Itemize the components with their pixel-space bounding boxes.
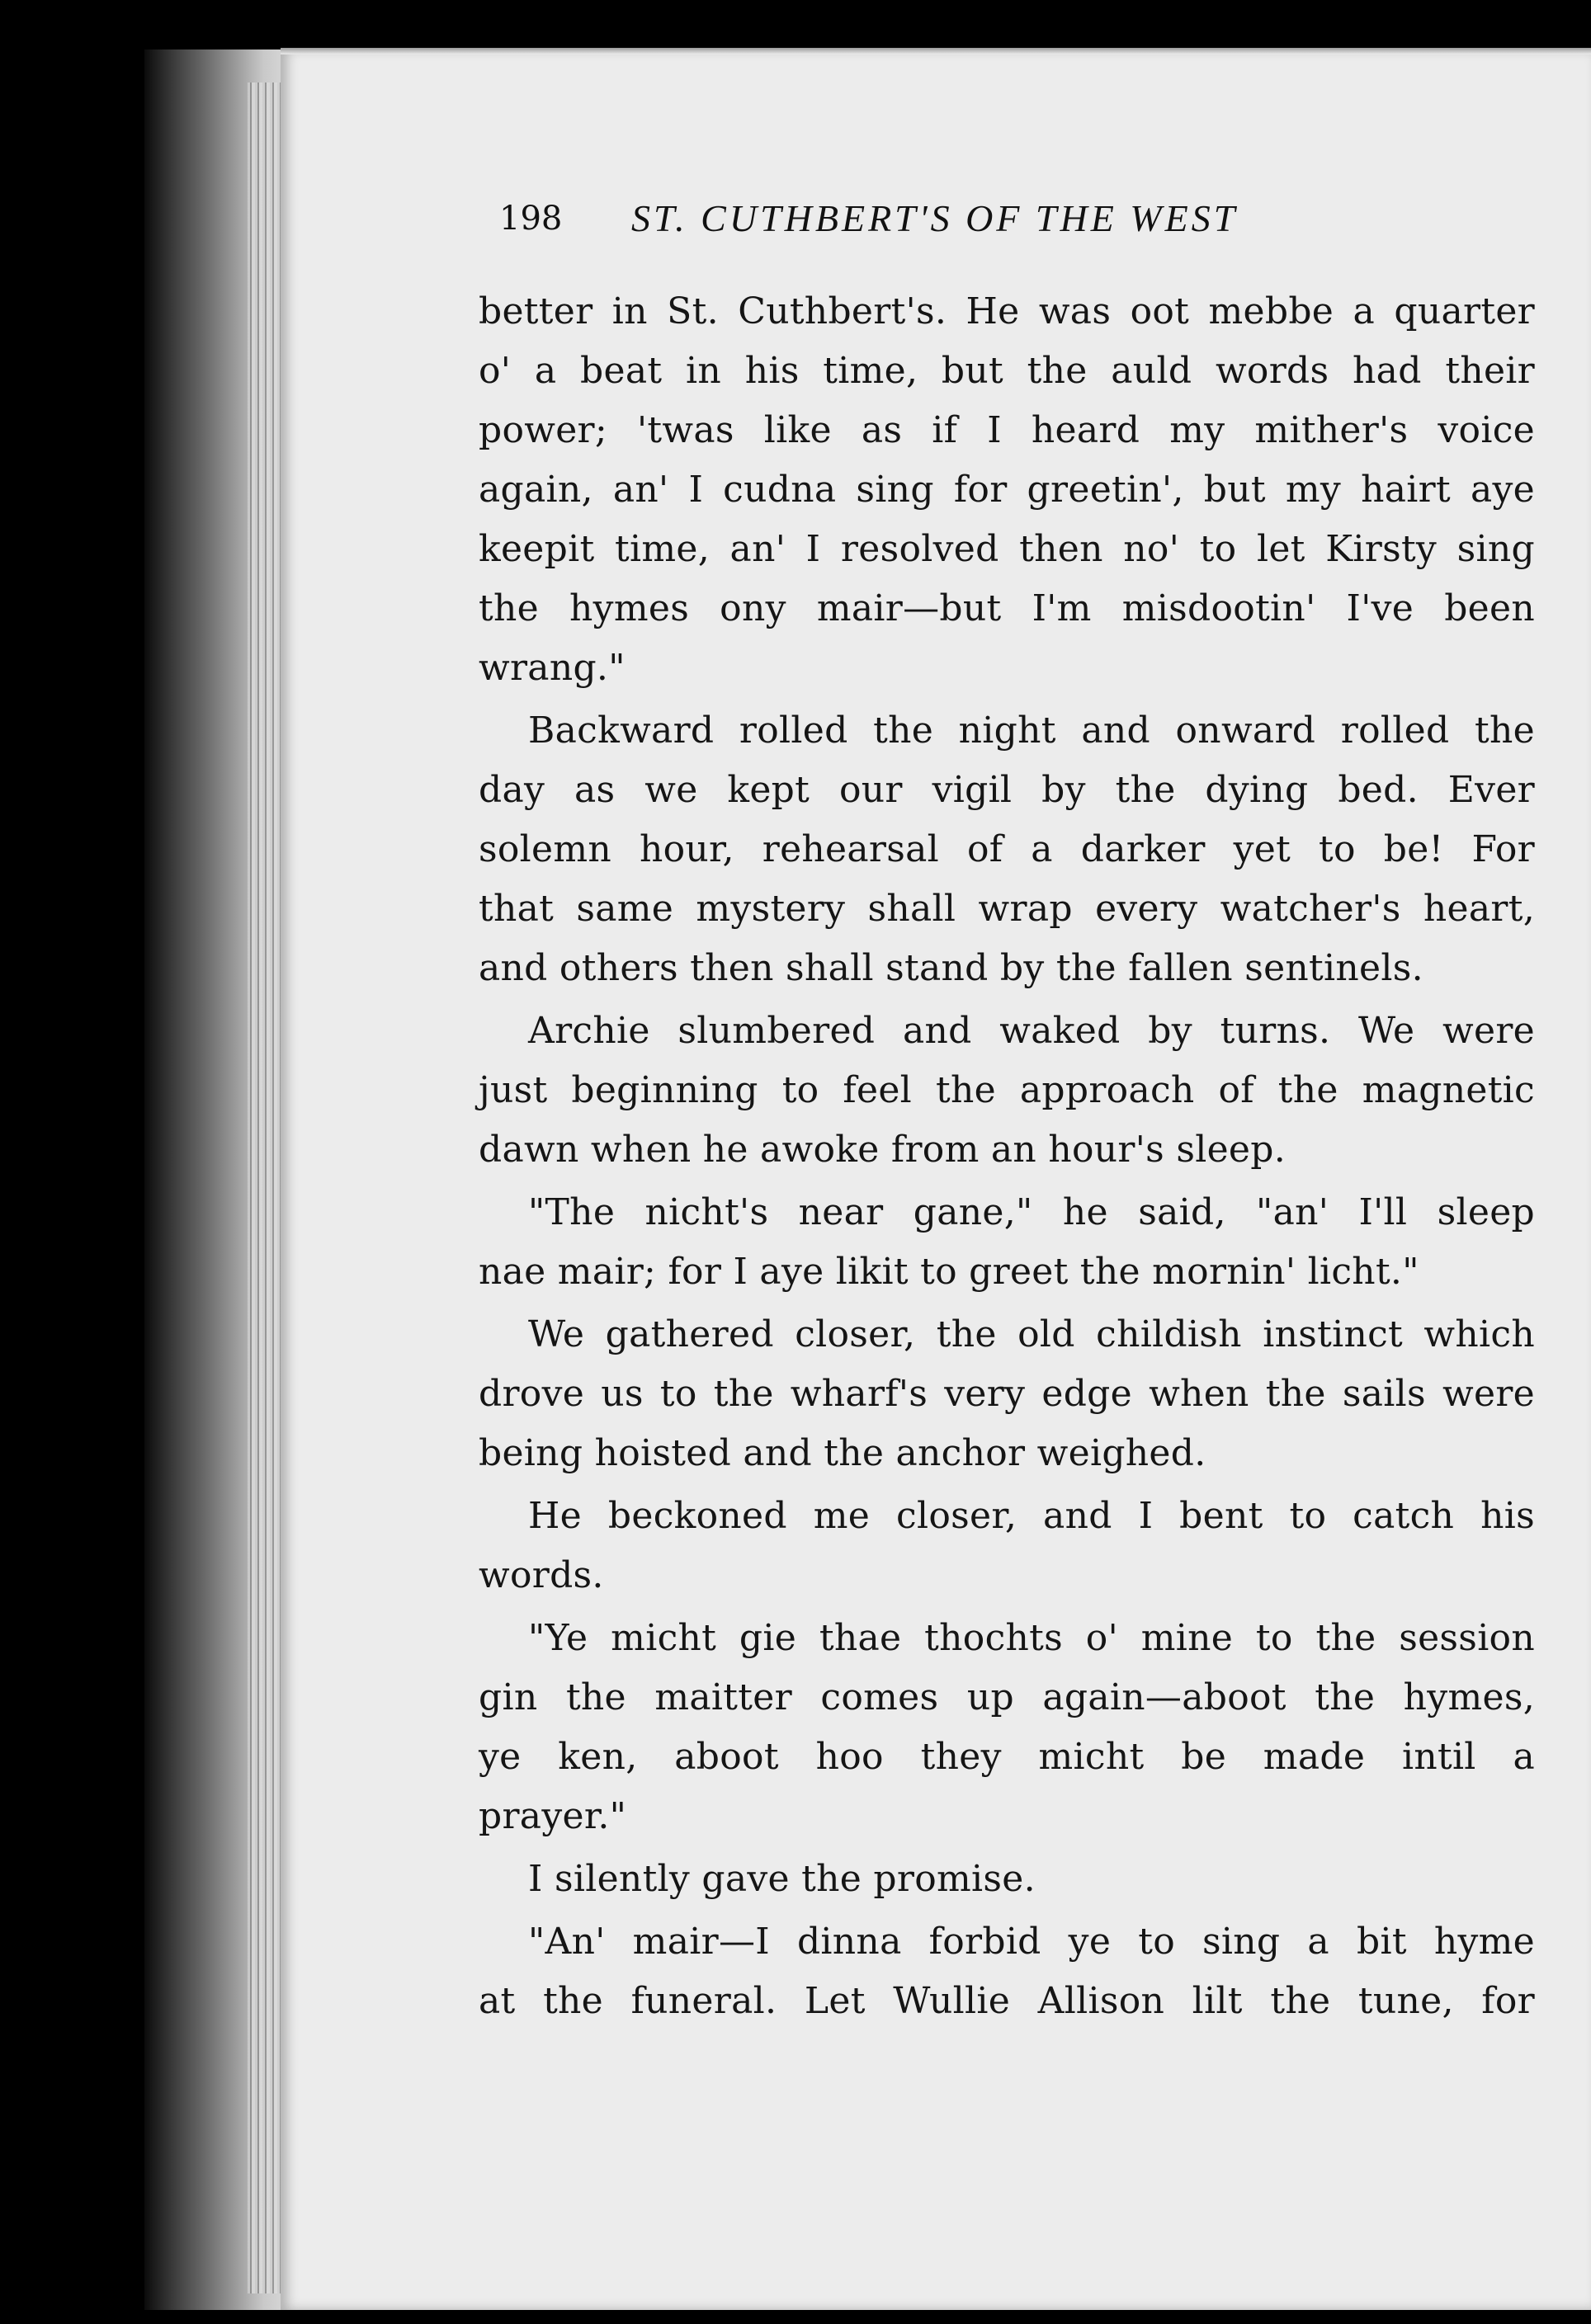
paragraph-first-line: He beckoned me closer, and I bent to catch his [528, 1495, 1535, 1537]
text-line: and others then shall stand by the fallen sentinels. [479, 947, 1423, 989]
paragraph-first-line: "An' mair—I dinna forbid ye to sing a bit hyme [528, 1921, 1535, 1963]
paragraph-first-line: I silently gave the promise. [528, 1858, 1036, 1900]
text-line: dawn when he awoke from an hour's sleep. [479, 1129, 1286, 1171]
text-line: again, an' I cudna sing for greetin', but my hairt aye [479, 469, 1535, 511]
text-line: wrang." [479, 647, 626, 689]
text-line: nae mair; for I aye likit to greet the mornin' licht." [479, 1251, 1419, 1293]
text-line: just beginning to feel the approach of the magnetic [479, 1069, 1535, 1111]
body-text [479, 282, 1535, 2031]
paragraph-first-line: Backward rolled the night and onward rolled the [528, 709, 1535, 752]
text-line: solemn hour, rehearsal of a darker yet to be! For [479, 828, 1535, 870]
text-line: better in St. Cuthbert's. He was oot mebbe a quarter [479, 290, 1535, 332]
paragraph-first-line: We gathered closer, the old childish instinct which [528, 1313, 1535, 1355]
text-line: that same mystery shall wrap every watcher's heart, [479, 888, 1535, 930]
text-line: gin the maitter comes up again—aboot the hymes, [479, 1676, 1535, 1718]
text-line: power; 'twas like as if I heard my mither's voice [479, 409, 1535, 451]
paragraph-first-line: Archie slumbered and waked by turns. We were [528, 1010, 1535, 1052]
page-top-edge [281, 48, 1591, 54]
text-line: ye ken, aboot hoo they micht be made intil a [479, 1736, 1535, 1778]
running-title: ST. CUTHBERT'S OF THE WEST [631, 197, 1239, 239]
page-number: 198 [499, 200, 563, 238]
text-line: words. [479, 1554, 604, 1596]
text-line: day as we kept our vigil by the dying bed. Ever [479, 769, 1535, 811]
text-line: at the funeral. Let Wullie Allison lilt the tune, for [479, 1980, 1535, 2022]
text-line: o' a beat in his time, but the auld words had their [479, 350, 1535, 392]
text-line: keepit time, an' I resolved then no' to let Kirsty sing [479, 528, 1535, 570]
text-line: being hoisted and the anchor weighed. [479, 1432, 1206, 1474]
text-line: prayer." [479, 1795, 627, 1837]
book-fore-edge [248, 82, 285, 2293]
running-head [499, 196, 1523, 254]
paragraph-first-line: "Ye micht gie thae thochts o' mine to the session [528, 1617, 1535, 1659]
text-line: drove us to the wharf's very edge when the sails were [479, 1373, 1535, 1415]
paragraph-first-line: "The nicht's near gane," he said, "an' I'll sleep [528, 1191, 1535, 1233]
text-line: the hymes ony mair—but I'm misdootin' I've been [479, 587, 1535, 629]
